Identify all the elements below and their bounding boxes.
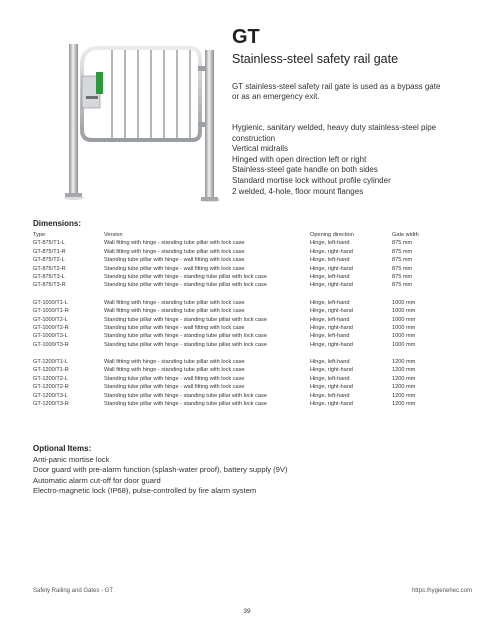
feature-item: Standard mortise lock without profile cylinder	[232, 175, 391, 185]
table-header-row	[33, 232, 473, 240]
cell-type: GT-875/T2-R	[33, 265, 66, 272]
table-row	[33, 274, 473, 282]
cell-gate-width: 1200 mm	[392, 367, 416, 374]
cell-version: Standing tube pillar with hinge - standing tube pillar with lock case	[104, 341, 267, 348]
table-body	[33, 240, 473, 409]
column-header-version: Version	[104, 232, 123, 238]
table-row	[33, 257, 473, 265]
cell-gate-width: 1200 mm	[392, 401, 416, 408]
cell-version: Standing tube pillar with hinge - wall fitting with lock case	[104, 324, 245, 331]
cell-type: GT-875/T3-L	[33, 273, 65, 280]
cell-gate-width: 1000 mm	[392, 333, 416, 340]
page-number: 39	[243, 608, 251, 615]
cell-opening-direction: Hinge, right-hand	[310, 341, 353, 348]
group-spacer	[33, 291, 473, 300]
feature-item: construction	[232, 133, 276, 143]
cell-gate-width: 1200 mm	[392, 384, 416, 391]
cell-opening-direction: Hinge, left-hand	[310, 257, 350, 264]
cell-opening-direction: Hinge, right-hand	[310, 367, 353, 374]
optional-item: Electro-magnetic lock (IP68), pulse-controlled by fire alarm system	[33, 485, 257, 495]
cell-type: GT-1000/T1-R	[33, 308, 69, 315]
cell-version: Standing tube pillar with hinge - standing tube pillar with lock case	[104, 282, 267, 289]
cell-version: Standing tube pillar with hinge - standing tube pillar with lock case	[104, 392, 267, 399]
cell-gate-width: 875 mm	[392, 273, 413, 280]
cell-type: GT-875/T1-R	[33, 248, 66, 255]
cell-gate-width: 875 mm	[392, 240, 413, 247]
table-row	[33, 333, 473, 341]
table-row	[33, 393, 473, 401]
optional-item: Anti-panic mortise lock	[33, 455, 110, 464]
table-row	[33, 300, 473, 308]
cell-gate-width: 1200 mm	[392, 392, 416, 399]
cell-opening-direction: Hinge, right-hand	[310, 308, 353, 315]
feature-item: Hygienic, sanitary welded, heavy duty stainless-steel pipe	[232, 123, 437, 132]
intro-line: GT stainless-steel safety rail gate is used as a bypass gate	[232, 82, 441, 91]
cell-gate-width: 1000 mm	[392, 316, 416, 323]
cell-type: GT-1000/T3-R	[33, 341, 69, 348]
cell-gate-width: 875 mm	[392, 265, 413, 272]
cell-opening-direction: Hinge, right-hand	[310, 248, 353, 255]
feature-list	[232, 123, 472, 197]
cell-version: Standing tube pillar with hinge - wall fitting with lock case	[104, 265, 245, 272]
cell-opening-direction: Hinge, left-hand	[310, 333, 350, 340]
cell-version: Standing tube pillar with hinge - standing tube pillar with lock case	[104, 333, 267, 340]
cell-opening-direction: Hinge, right-hand	[310, 401, 353, 408]
cell-gate-width: 1000 mm	[392, 324, 416, 331]
column-header-type: Type	[33, 232, 46, 238]
cell-type: GT-1200/T2-L	[33, 375, 68, 382]
optional-items-heading: Optional Items:	[33, 444, 92, 453]
table-row	[33, 401, 473, 409]
dimensions-heading: Dimensions:	[33, 219, 82, 228]
column-header-gate-width: Gate width	[392, 232, 419, 238]
table-row	[33, 359, 473, 367]
cell-gate-width: 1000 mm	[392, 341, 416, 348]
cell-type: GT-1000/T2-R	[33, 324, 69, 331]
table-row	[33, 282, 473, 290]
table-row	[33, 384, 473, 392]
optional-item: Door guard with pre-alarm function (splash-water proof), battery supply (9V)	[33, 465, 288, 475]
cell-type: GT-875/T3-R	[33, 282, 66, 289]
cell-opening-direction: Hinge, right-hand	[310, 384, 353, 391]
cell-gate-width: 1000 mm	[392, 299, 416, 306]
optional-item: Automatic alarm cut-off for door guard	[33, 475, 161, 485]
cell-opening-direction: Hinge, left-hand	[310, 240, 350, 247]
table-row	[33, 266, 473, 274]
cell-opening-direction: Hinge, left-hand	[310, 375, 350, 382]
cell-gate-width: 1200 mm	[392, 375, 416, 382]
dimensions-table	[33, 232, 473, 409]
cell-opening-direction: Hinge, left-hand	[310, 299, 350, 306]
cell-type: GT-1000/T1-L	[33, 299, 68, 306]
cell-gate-width: 1000 mm	[392, 308, 416, 315]
cell-version: Wall fitting with hinge - standing tube pillar with lock case	[104, 248, 245, 255]
safety-gate-product-image	[52, 36, 220, 204]
cell-version: Standing tube pillar with hinge - wall fitting with lock case	[104, 384, 245, 391]
table-row	[33, 367, 473, 375]
table-row	[33, 376, 473, 384]
cell-opening-direction: Hinge, left-hand	[310, 392, 350, 399]
table-row	[33, 342, 473, 350]
cell-type: GT-875/T2-L	[33, 257, 65, 264]
cell-gate-width: 875 mm	[392, 248, 413, 255]
feature-item: Hinged with open direction left or right	[232, 154, 367, 164]
cell-version: Wall fitting with hinge - standing tube pillar with lock case	[104, 308, 245, 315]
cell-type: GT-1200/T2-R	[33, 384, 69, 391]
cell-type: GT-1000/T3-L	[33, 333, 68, 340]
cell-version: Standing tube pillar with hinge - wall fitting with lock case	[104, 375, 245, 382]
page-title: GT	[232, 26, 260, 48]
cell-version: Standing tube pillar with hinge - wall fitting with lock case	[104, 257, 245, 264]
intro-line: or as an emergency exit.	[232, 92, 320, 101]
cell-version: Standing tube pillar with hinge - standing tube pillar with lock case	[104, 273, 267, 280]
cell-opening-direction: Hinge, left-hand	[310, 359, 350, 366]
cell-version: Standing tube pillar with hinge - standing tube pillar with lock case	[104, 316, 267, 323]
column-header-opening-direction: Opening direction	[310, 232, 354, 238]
cell-type: GT-1200/T1-L	[33, 359, 68, 366]
cell-opening-direction: Hinge, right-hand	[310, 282, 353, 289]
intro-paragraph	[232, 82, 472, 102]
cell-type: GT-875/T1-L	[33, 240, 65, 247]
table-row	[33, 325, 473, 333]
cell-version: Standing tube pillar with hinge - standing tube pillar with lock case	[104, 401, 267, 408]
feature-item: Stainless-steel gate handle on both sides	[232, 165, 378, 175]
feature-item: 2 welded, 4-hole, floor mount flanges	[232, 186, 364, 196]
table-row	[33, 317, 473, 325]
cell-version: Wall fitting with hinge - standing tube pillar with lock case	[104, 367, 245, 374]
cell-version: Wall fitting with hinge - standing tube pillar with lock case	[104, 359, 245, 366]
cell-gate-width: 1200 mm	[392, 359, 416, 366]
cell-gate-width: 875 mm	[392, 282, 413, 289]
table-row	[33, 240, 473, 248]
optional-items-list	[33, 455, 288, 496]
cell-opening-direction: Hinge, right-hand	[310, 265, 353, 272]
cell-type: GT-1000/T2-L	[33, 316, 68, 323]
cell-type: GT-1200/T3-R	[33, 401, 69, 408]
table-row	[33, 249, 473, 257]
group-spacer	[33, 350, 473, 359]
cell-opening-direction: Hinge, left-hand	[310, 316, 350, 323]
cell-gate-width: 875 mm	[392, 257, 413, 264]
cell-version: Wall fitting with hinge - standing tube pillar with lock case	[104, 240, 245, 247]
cell-opening-direction: Hinge, left-hand	[310, 273, 350, 280]
cell-type: GT-1200/T3-L	[33, 392, 68, 399]
cell-version: Wall fitting with hinge - standing tube pillar with lock case	[104, 299, 245, 306]
footer-section-title: Safety Railing and Gates - GT	[33, 588, 114, 594]
footer-website-link[interactable]: https:/hygienehec.com	[411, 588, 472, 594]
cell-type: GT-1200/T1-R	[33, 367, 69, 374]
table-row	[33, 308, 473, 316]
feature-item: Vertical midrails	[232, 144, 289, 154]
page-subtitle: Stainless-steel safety rail gate	[232, 52, 399, 66]
cell-opening-direction: Hinge, right-hand	[310, 324, 353, 331]
